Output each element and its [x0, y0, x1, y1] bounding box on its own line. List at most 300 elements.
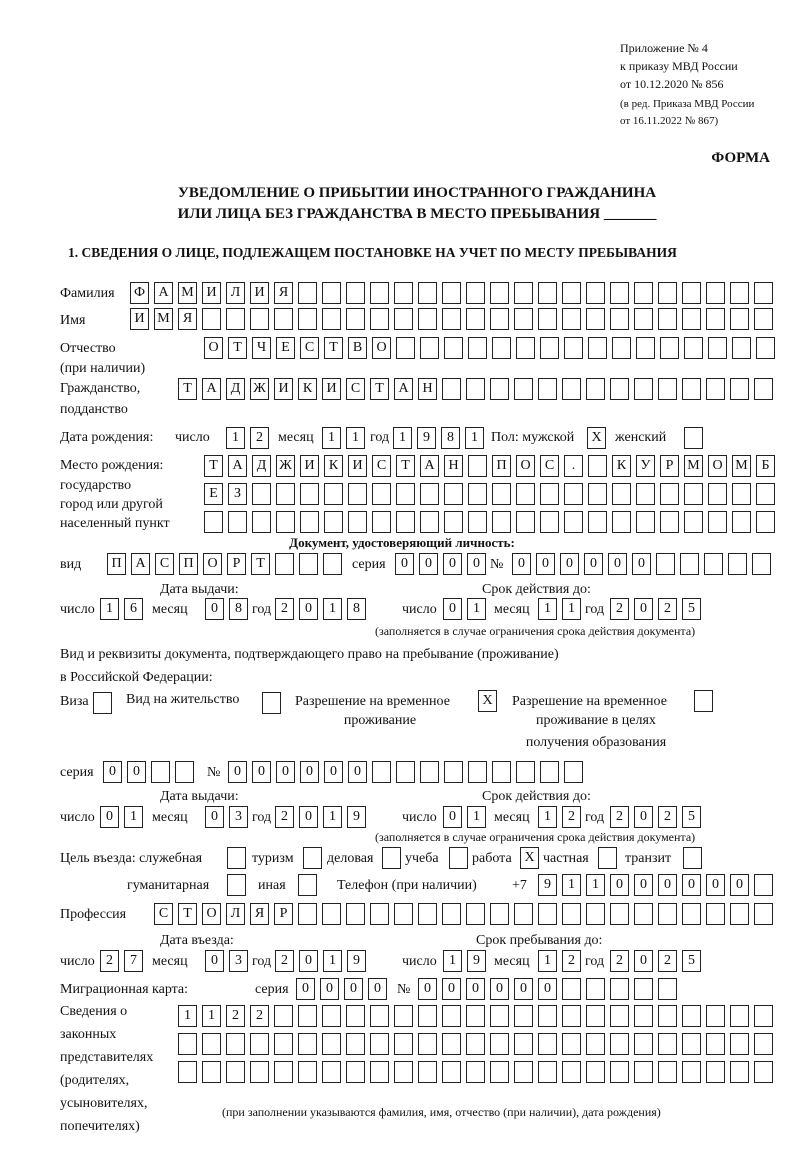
char-box[interactable]: 5 [682, 950, 701, 972]
char-box[interactable]: 0 [466, 978, 485, 1000]
purpose-study-checkbox[interactable] [449, 847, 468, 869]
char-box[interactable]: И [130, 308, 149, 330]
char-box[interactable] [706, 308, 725, 330]
char-box[interactable] [252, 511, 271, 533]
char-box[interactable]: 2 [658, 950, 677, 972]
id-number-field[interactable] [512, 553, 771, 575]
birthplace-row-2[interactable] [204, 483, 775, 505]
char-box[interactable]: С [300, 337, 319, 359]
char-box[interactable]: И [202, 282, 221, 304]
char-box[interactable] [634, 1033, 653, 1055]
char-box[interactable]: 2 [610, 806, 629, 828]
char-box[interactable] [444, 483, 463, 505]
char-box[interactable] [303, 847, 322, 869]
surname-field[interactable] [130, 282, 773, 304]
char-box[interactable] [708, 483, 727, 505]
char-box[interactable] [514, 1033, 533, 1055]
char-box[interactable] [706, 378, 725, 400]
char-box[interactable]: 0 [634, 598, 653, 620]
char-box[interactable] [178, 1061, 197, 1083]
char-box[interactable] [490, 903, 509, 925]
char-box[interactable] [610, 308, 629, 330]
char-box[interactable] [586, 282, 605, 304]
char-box[interactable]: 9 [467, 950, 486, 972]
char-box[interactable]: Л [226, 282, 245, 304]
char-box[interactable] [396, 761, 415, 783]
char-box[interactable] [298, 1061, 317, 1083]
char-box[interactable]: 0 [512, 553, 531, 575]
char-box[interactable] [274, 1061, 293, 1083]
char-box[interactable]: 1 [562, 874, 581, 896]
char-box[interactable] [202, 1033, 221, 1055]
residence-permit-checkbox[interactable] [262, 692, 281, 714]
char-box[interactable]: 5 [682, 598, 701, 620]
char-box[interactable] [298, 1033, 317, 1055]
char-box[interactable]: 1 [226, 427, 245, 449]
char-box[interactable] [704, 553, 723, 575]
purpose-transit-checkbox[interactable] [683, 847, 702, 869]
char-box[interactable] [586, 1061, 605, 1083]
char-box[interactable]: 0 [300, 761, 319, 783]
id-issue-month-field[interactable] [205, 598, 248, 620]
char-box[interactable] [516, 511, 535, 533]
char-box[interactable] [298, 874, 317, 896]
char-box[interactable] [634, 282, 653, 304]
char-box[interactable] [444, 337, 463, 359]
char-box[interactable]: 1 [586, 874, 605, 896]
char-box[interactable]: 0 [252, 761, 271, 783]
char-box[interactable]: 9 [347, 950, 366, 972]
phone-field[interactable] [538, 874, 773, 896]
char-box[interactable]: 2 [658, 806, 677, 828]
char-box[interactable] [348, 483, 367, 505]
char-box[interactable] [684, 427, 703, 449]
char-box[interactable] [490, 1061, 509, 1083]
char-box[interactable] [93, 692, 112, 714]
char-box[interactable] [262, 692, 281, 714]
char-box[interactable] [394, 1005, 413, 1027]
char-box[interactable] [442, 378, 461, 400]
char-box[interactable]: Т [204, 455, 223, 477]
char-box[interactable] [322, 1005, 341, 1027]
char-box[interactable]: Л [226, 903, 245, 925]
char-box[interactable]: 0 [706, 874, 725, 896]
char-box[interactable] [322, 308, 341, 330]
char-box[interactable] [492, 483, 511, 505]
char-box[interactable]: О [516, 455, 535, 477]
char-box[interactable]: 0 [536, 553, 555, 575]
char-box[interactable] [466, 1005, 485, 1027]
char-box[interactable]: 0 [538, 978, 557, 1000]
char-box[interactable] [227, 874, 246, 896]
char-box[interactable] [514, 378, 533, 400]
char-box[interactable]: 1 [100, 598, 119, 620]
char-box[interactable]: 2 [250, 1005, 269, 1027]
char-box[interactable]: 0 [100, 806, 119, 828]
char-box[interactable] [490, 308, 509, 330]
char-box[interactable] [468, 455, 487, 477]
char-box[interactable] [588, 455, 607, 477]
entry-year-field[interactable] [275, 950, 366, 972]
char-box[interactable]: П [107, 553, 126, 575]
char-box[interactable] [274, 1005, 293, 1027]
char-box[interactable]: К [612, 455, 631, 477]
char-box[interactable] [708, 337, 727, 359]
char-box[interactable] [151, 761, 170, 783]
char-box[interactable] [370, 1061, 389, 1083]
char-box[interactable] [298, 282, 317, 304]
char-box[interactable] [684, 511, 703, 533]
char-box[interactable]: 1 [538, 598, 557, 620]
char-box[interactable] [610, 978, 629, 1000]
char-box[interactable] [564, 337, 583, 359]
char-box[interactable] [586, 978, 605, 1000]
stay-year-field[interactable] [610, 950, 701, 972]
char-box[interactable] [418, 1061, 437, 1083]
char-box[interactable]: М [684, 455, 703, 477]
char-box[interactable]: Т [178, 378, 197, 400]
char-box[interactable] [468, 483, 487, 505]
char-box[interactable]: С [346, 378, 365, 400]
char-box[interactable] [540, 511, 559, 533]
char-box[interactable] [492, 761, 511, 783]
char-box[interactable] [756, 337, 775, 359]
char-box[interactable]: 2 [562, 806, 581, 828]
char-box[interactable] [706, 1033, 725, 1055]
char-box[interactable]: У [636, 455, 655, 477]
char-box[interactable] [682, 1033, 701, 1055]
char-box[interactable]: 0 [608, 553, 627, 575]
char-box[interactable] [490, 1005, 509, 1027]
char-box[interactable] [346, 903, 365, 925]
char-box[interactable]: М [154, 308, 173, 330]
char-box[interactable]: 0 [514, 978, 533, 1000]
right-doc-valid-day-field[interactable] [443, 806, 486, 828]
char-box[interactable] [562, 1005, 581, 1027]
char-box[interactable]: Т [178, 903, 197, 925]
char-box[interactable] [538, 1033, 557, 1055]
char-box[interactable] [202, 308, 221, 330]
char-box[interactable] [538, 308, 557, 330]
char-box[interactable]: 0 [634, 950, 653, 972]
char-box[interactable] [754, 1033, 773, 1055]
char-box[interactable] [226, 1033, 245, 1055]
char-box[interactable]: Б [756, 455, 775, 477]
birth-year-field[interactable] [393, 427, 484, 449]
char-box[interactable] [730, 903, 749, 925]
char-box[interactable] [656, 553, 675, 575]
char-box[interactable] [610, 378, 629, 400]
char-box[interactable]: X [587, 427, 606, 449]
char-box[interactable]: 0 [324, 761, 343, 783]
char-box[interactable] [516, 483, 535, 505]
char-box[interactable]: М [732, 455, 751, 477]
char-box[interactable] [490, 378, 509, 400]
birth-day-field[interactable] [226, 427, 269, 449]
char-box[interactable] [754, 903, 773, 925]
char-box[interactable] [634, 378, 653, 400]
char-box[interactable] [754, 1061, 773, 1083]
char-box[interactable] [636, 337, 655, 359]
char-box[interactable]: 0 [103, 761, 122, 783]
char-box[interactable]: 0 [658, 874, 677, 896]
char-box[interactable] [396, 511, 415, 533]
birthplace-row-3[interactable] [204, 511, 775, 533]
char-box[interactable]: 0 [467, 553, 486, 575]
char-box[interactable]: 0 [418, 978, 437, 1000]
stay-month-field[interactable] [538, 950, 581, 972]
char-box[interactable] [538, 1005, 557, 1027]
char-box[interactable] [683, 847, 702, 869]
char-box[interactable]: 5 [682, 806, 701, 828]
char-box[interactable] [252, 483, 271, 505]
char-box[interactable]: Е [276, 337, 295, 359]
char-box[interactable] [730, 378, 749, 400]
char-box[interactable] [226, 308, 245, 330]
char-box[interactable] [610, 903, 629, 925]
char-box[interactable] [732, 337, 751, 359]
char-box[interactable] [754, 378, 773, 400]
reps-row-1[interactable] [178, 1005, 773, 1027]
char-box[interactable] [298, 1005, 317, 1027]
char-box[interactable] [610, 1061, 629, 1083]
char-box[interactable] [588, 483, 607, 505]
char-box[interactable] [586, 378, 605, 400]
right-doc-number-field[interactable] [228, 761, 583, 783]
char-box[interactable]: С [540, 455, 559, 477]
birth-month-field[interactable] [322, 427, 365, 449]
char-box[interactable]: 1 [538, 950, 557, 972]
char-box[interactable] [175, 761, 194, 783]
char-box[interactable]: А [154, 282, 173, 304]
char-box[interactable] [732, 511, 751, 533]
char-box[interactable] [562, 308, 581, 330]
char-box[interactable] [226, 1061, 245, 1083]
char-box[interactable] [634, 308, 653, 330]
char-box[interactable] [492, 511, 511, 533]
reps-row-3[interactable] [178, 1061, 773, 1083]
char-box[interactable] [754, 874, 773, 896]
char-box[interactable]: 0 [730, 874, 749, 896]
char-box[interactable]: 1 [202, 1005, 221, 1027]
char-box[interactable]: К [324, 455, 343, 477]
char-box[interactable]: Ж [276, 455, 295, 477]
visa-checkbox[interactable] [93, 692, 112, 714]
id-issue-day-field[interactable] [100, 598, 143, 620]
char-box[interactable] [394, 903, 413, 925]
char-box[interactable] [228, 511, 247, 533]
char-box[interactable]: А [131, 553, 150, 575]
char-box[interactable]: 9 [347, 806, 366, 828]
char-box[interactable] [346, 1033, 365, 1055]
patronymic-field[interactable] [204, 337, 775, 359]
char-box[interactable] [396, 483, 415, 505]
char-box[interactable] [754, 1005, 773, 1027]
char-box[interactable]: X [478, 690, 497, 712]
migration-number-field[interactable] [418, 978, 677, 1000]
char-box[interactable]: Р [660, 455, 679, 477]
char-box[interactable] [468, 511, 487, 533]
char-box[interactable]: И [300, 455, 319, 477]
char-box[interactable]: Я [250, 903, 269, 925]
id-series-field[interactable] [395, 553, 486, 575]
char-box[interactable]: 6 [124, 598, 143, 620]
char-box[interactable] [588, 337, 607, 359]
char-box[interactable] [274, 1033, 293, 1055]
char-box[interactable]: А [394, 378, 413, 400]
char-box[interactable] [730, 282, 749, 304]
char-box[interactable] [728, 553, 747, 575]
char-box[interactable] [658, 903, 677, 925]
char-box[interactable] [564, 761, 583, 783]
citizenship-field[interactable] [178, 378, 773, 400]
char-box[interactable]: А [202, 378, 221, 400]
char-box[interactable] [634, 978, 653, 1000]
char-box[interactable]: 0 [442, 978, 461, 1000]
char-box[interactable]: Я [178, 308, 197, 330]
char-box[interactable] [514, 1061, 533, 1083]
char-box[interactable] [466, 378, 485, 400]
char-box[interactable] [444, 761, 463, 783]
char-box[interactable]: . [564, 455, 583, 477]
char-box[interactable] [442, 1005, 461, 1027]
char-box[interactable]: 0 [299, 806, 318, 828]
char-box[interactable]: 0 [395, 553, 414, 575]
char-box[interactable] [538, 378, 557, 400]
char-box[interactable] [562, 978, 581, 1000]
char-box[interactable] [586, 1005, 605, 1027]
char-box[interactable] [730, 308, 749, 330]
char-box[interactable]: С [154, 903, 173, 925]
char-box[interactable] [682, 1061, 701, 1083]
char-box[interactable] [394, 308, 413, 330]
char-box[interactable] [660, 483, 679, 505]
id-kind-field[interactable] [107, 553, 342, 575]
char-box[interactable]: О [372, 337, 391, 359]
char-box[interactable]: В [348, 337, 367, 359]
char-box[interactable] [706, 903, 725, 925]
char-box[interactable] [466, 1061, 485, 1083]
char-box[interactable]: Н [444, 455, 463, 477]
char-box[interactable] [418, 903, 437, 925]
char-box[interactable]: 0 [127, 761, 146, 783]
char-box[interactable]: 1 [538, 806, 557, 828]
char-box[interactable]: А [228, 455, 247, 477]
char-box[interactable] [323, 553, 342, 575]
char-box[interactable] [682, 1005, 701, 1027]
char-box[interactable] [658, 1005, 677, 1027]
char-box[interactable]: 1 [467, 598, 486, 620]
char-box[interactable] [418, 1005, 437, 1027]
char-box[interactable] [346, 282, 365, 304]
char-box[interactable]: 0 [276, 761, 295, 783]
char-box[interactable] [634, 1061, 653, 1083]
char-box[interactable] [202, 1061, 221, 1083]
char-box[interactable]: 2 [100, 950, 119, 972]
char-box[interactable] [274, 308, 293, 330]
purpose-other-checkbox[interactable] [298, 874, 317, 896]
sex-male-checkbox[interactable] [587, 427, 606, 449]
char-box[interactable] [442, 1061, 461, 1083]
char-box[interactable]: И [348, 455, 367, 477]
char-box[interactable] [449, 847, 468, 869]
char-box[interactable] [420, 483, 439, 505]
char-box[interactable] [658, 978, 677, 1000]
char-box[interactable]: 0 [419, 553, 438, 575]
char-box[interactable] [658, 1061, 677, 1083]
char-box[interactable]: С [155, 553, 174, 575]
char-box[interactable] [322, 282, 341, 304]
char-box[interactable]: 0 [634, 874, 653, 896]
id-valid-month-field[interactable] [538, 598, 581, 620]
char-box[interactable]: З [228, 483, 247, 505]
char-box[interactable] [490, 1033, 509, 1055]
char-box[interactable] [394, 1061, 413, 1083]
char-box[interactable] [418, 282, 437, 304]
char-box[interactable]: 1 [346, 427, 365, 449]
char-box[interactable]: И [322, 378, 341, 400]
char-box[interactable]: Р [227, 553, 246, 575]
purpose-business-checkbox[interactable] [382, 847, 401, 869]
char-box[interactable]: 0 [348, 761, 367, 783]
stay-day-field[interactable] [443, 950, 486, 972]
char-box[interactable]: 2 [226, 1005, 245, 1027]
char-box[interactable] [732, 483, 751, 505]
char-box[interactable] [752, 553, 771, 575]
char-box[interactable]: И [250, 282, 269, 304]
char-box[interactable]: Р [274, 903, 293, 925]
char-box[interactable] [250, 1033, 269, 1055]
char-box[interactable]: П [492, 455, 511, 477]
char-box[interactable]: 1 [443, 950, 462, 972]
char-box[interactable]: И [274, 378, 293, 400]
char-box[interactable] [372, 761, 391, 783]
char-box[interactable]: 1 [323, 598, 342, 620]
char-box[interactable] [540, 337, 559, 359]
char-box[interactable] [348, 511, 367, 533]
char-box[interactable]: 8 [441, 427, 460, 449]
char-box[interactable]: 0 [584, 553, 603, 575]
char-box[interactable] [250, 1061, 269, 1083]
char-box[interactable]: М [178, 282, 197, 304]
char-box[interactable] [394, 282, 413, 304]
char-box[interactable]: 0 [443, 598, 462, 620]
char-box[interactable]: 1 [465, 427, 484, 449]
char-box[interactable]: Т [251, 553, 270, 575]
char-box[interactable] [562, 1033, 581, 1055]
char-box[interactable] [730, 1005, 749, 1027]
char-box[interactable] [420, 337, 439, 359]
char-box[interactable]: 9 [538, 874, 557, 896]
char-box[interactable]: 9 [417, 427, 436, 449]
char-box[interactable] [370, 308, 389, 330]
char-box[interactable] [466, 308, 485, 330]
char-box[interactable]: 0 [634, 806, 653, 828]
char-box[interactable]: 3 [229, 950, 248, 972]
char-box[interactable]: 0 [443, 553, 462, 575]
char-box[interactable]: Ф [130, 282, 149, 304]
char-box[interactable]: Т [396, 455, 415, 477]
id-valid-day-field[interactable] [443, 598, 486, 620]
char-box[interactable]: 0 [320, 978, 339, 1000]
purpose-private-checkbox[interactable] [598, 847, 617, 869]
char-box[interactable] [564, 483, 583, 505]
char-box[interactable]: Т [370, 378, 389, 400]
char-box[interactable] [372, 483, 391, 505]
char-box[interactable]: 3 [229, 806, 248, 828]
char-box[interactable] [658, 378, 677, 400]
char-box[interactable] [514, 308, 533, 330]
